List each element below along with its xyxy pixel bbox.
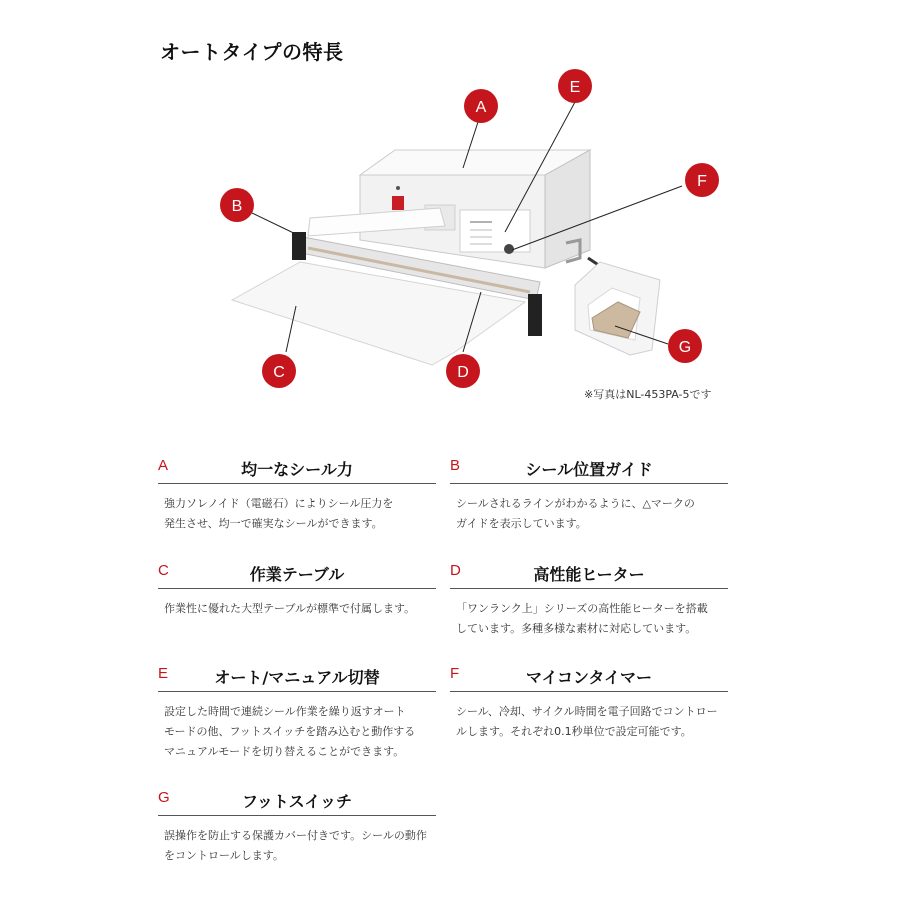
foot-switch xyxy=(575,262,660,355)
feature-header xyxy=(450,457,728,484)
feature-letter: E xyxy=(158,665,169,682)
feature-title: シール位置ガイド xyxy=(525,460,653,479)
feature-title: マイコンタイマー xyxy=(525,668,653,687)
feature-description xyxy=(450,702,728,742)
feature-title: 均一なシール力 xyxy=(241,460,353,479)
timer-knob-icon xyxy=(504,244,514,254)
feature-c xyxy=(158,562,436,619)
feature-header xyxy=(450,562,728,589)
feature-header xyxy=(158,562,436,589)
feature-desc-line: 作業性に優れた大型テーブルが標準で付属します。 xyxy=(164,602,416,615)
feature-desc-line: 発生させ、均一で確実なシールができます。 xyxy=(164,517,383,530)
feature-title: フットスイッチ xyxy=(241,792,353,811)
callout-d-label: D xyxy=(457,364,469,381)
feature-desc-line: モードの他、フットスイッチを踏み込むと動作する xyxy=(164,725,416,738)
feature-a xyxy=(158,457,436,534)
feature-letter: B xyxy=(450,457,461,474)
feature-d xyxy=(450,562,728,639)
feature-desc-line: 設定した時間で連続シール作業を繰り返すオート xyxy=(164,705,406,718)
feature-desc-line: 強力ソレノイド（電磁石）によりシール圧力を xyxy=(164,497,394,510)
callout-b-label: B xyxy=(231,198,243,215)
feature-desc-line: 誤操作を防止する保護カバー付きです。シールの動作 xyxy=(164,829,427,842)
feature-letter: A xyxy=(158,457,169,474)
power-switch-icon xyxy=(392,196,404,210)
feature-letter: D xyxy=(450,562,461,579)
feature-letter: G xyxy=(158,789,170,806)
feature-description xyxy=(158,494,436,534)
feature-description xyxy=(450,494,728,534)
photo-caption: ※写真はNL-453PA-5です xyxy=(584,388,712,401)
feature-desc-line: をコントロールします。 xyxy=(164,849,284,862)
callout-a-label: A xyxy=(475,99,487,116)
feature-desc-line: 「ワンランク上」シリーズの高性能ヒーターを搭載 xyxy=(456,602,708,615)
feature-description xyxy=(158,826,436,866)
feature-title: オート/マニュアル切替 xyxy=(214,668,380,687)
feature-desc-line: しています。多種多様な素材に対応しています。 xyxy=(456,622,697,635)
callout-c-label: C xyxy=(273,364,285,381)
callout-f-label: F xyxy=(697,173,707,190)
feature-description xyxy=(158,599,436,619)
feature-desc-line: ガイドを表示しています。 xyxy=(456,517,587,530)
callout-g-label: G xyxy=(678,339,692,356)
feature-e xyxy=(158,665,436,762)
feature-header xyxy=(158,457,436,484)
feature-header xyxy=(158,789,436,816)
feature-f xyxy=(450,665,728,742)
feature-desc-line: マニュアルモードを切り替えることができます。 xyxy=(164,745,405,758)
feature-description xyxy=(450,599,728,639)
feature-desc-line: シールされるラインがわかるように、△マークの xyxy=(456,497,695,510)
feature-desc-line: ルします。それぞれ0.1秒単位で設定可能です。 xyxy=(456,725,692,738)
feature-header xyxy=(158,665,436,692)
feature-desc-line: シール、冷却、サイクル時間を電子回路でコントロー xyxy=(456,705,718,718)
feature-letter: C xyxy=(158,562,169,579)
feature-title: 作業テーブル xyxy=(249,565,345,584)
feature-description xyxy=(158,702,436,762)
product-figure xyxy=(0,0,900,420)
page-title: オートタイプの特長 xyxy=(160,40,344,64)
feature-b xyxy=(450,457,728,534)
callout-e-label: E xyxy=(569,79,581,96)
feature-header xyxy=(450,665,728,692)
feature-title: 高性能ヒーター xyxy=(533,565,645,584)
feature-g xyxy=(158,789,436,866)
feature-letter: F xyxy=(450,665,460,682)
sealer-machine-body xyxy=(360,150,600,268)
